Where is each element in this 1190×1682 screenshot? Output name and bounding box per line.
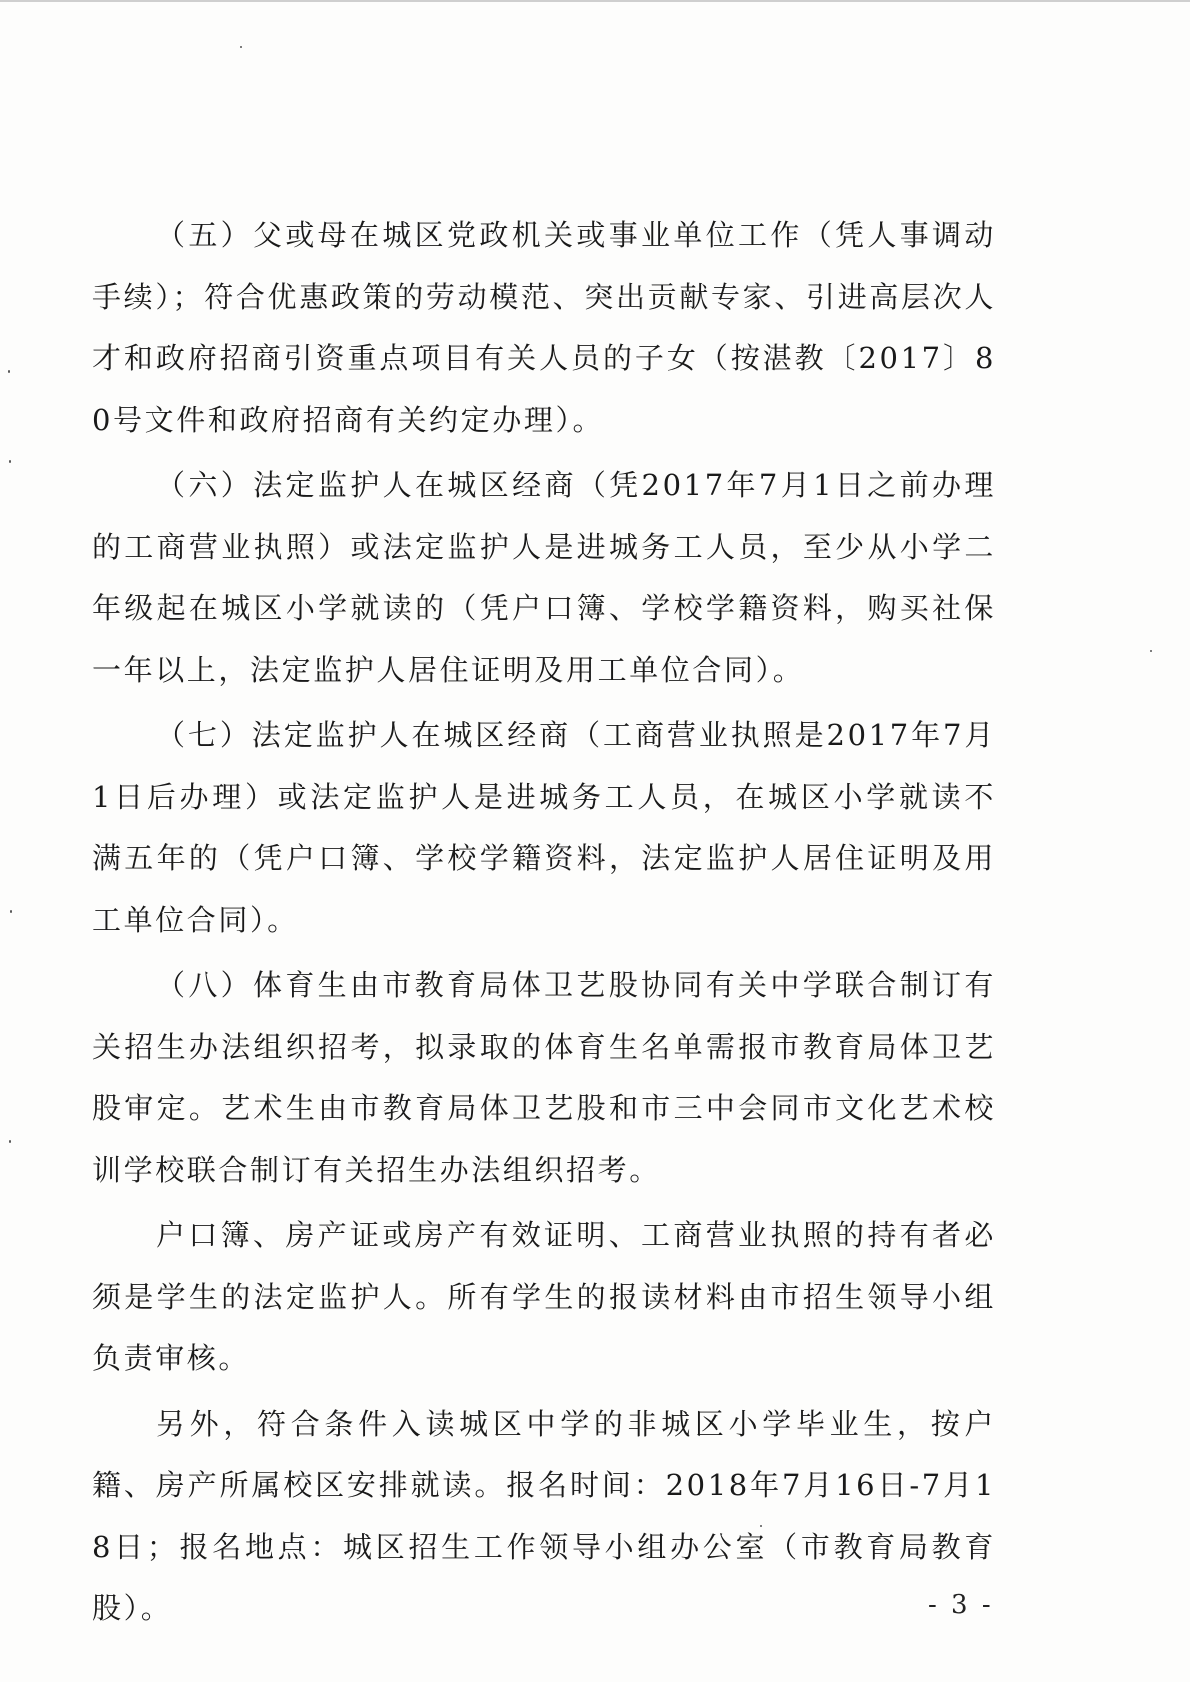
paragraph-item-7: （七）法定监护人在城区经商（工商营业执照是2017年7月1日后办理）或法定监护人是进城务工人员，在城区小学就读不满五年的（凭户口簿、学校学籍资料，法定监护人居住证明及用工单位合同）。: [92, 718, 996, 937]
paragraph-registration-info: 另外，符合条件入读城区中学的非城区小学毕业生，按户籍、房产所属校区安排就读。报名时间：2018年7月16日-7月18日；报名地点：城区招生工作领导小组办公室（市教育局教育股）。: [92, 1406, 996, 1625]
scan-top-edge: [0, 0, 1190, 2]
scan-speck: [760, 1525, 762, 1527]
scan-speck: [8, 370, 10, 373]
paragraph-item-6: （六）法定监护人在城区经商（凭2017年7月1日之前办理的工商营业执照）或法定监护人是进城务工人员，至少从小学二年级起在城区小学就读的（凭户口簿、学校学籍资料，购买社保一年以上，法定监护人居住证明及用工单位合同）。: [92, 468, 996, 687]
paragraph-holder-requirement: 户口簿、房产证或房产有效证明、工商营业执照的持有者必须是学生的法定监护人。所有学生的报读材料由市招生领导小组负责审核。: [92, 1218, 996, 1375]
paragraph-item-5: （五）父或母在城区党政机关或事业单位工作（凭人事调动手续）；符合优惠政策的劳动模范、突出贡献专家、引进高层次人才和政府招商引资重点项目有关人员的子女（按湛教〔2017〕80号文件和政府招商有关约定办理）。: [92, 218, 996, 437]
scan-speck: [9, 1140, 11, 1143]
scan-speck: [240, 46, 242, 48]
scan-speck: [9, 460, 11, 463]
page-number: - 3 -: [928, 1590, 994, 1620]
paragraph-item-8: （八）体育生由市教育局体卫艺股协同有关中学联合制订有关招生办法组织招考，拟录取的体育生名单需报市教育局体卫艺股审定。艺术生由市教育局体卫艺股和市三中会同市文化艺术校训学校联合制订有关招生办法组织招考。: [92, 968, 996, 1187]
scan-speck: [1150, 650, 1152, 652]
document-body: [92, 205, 996, 1644]
scan-speck: [10, 910, 12, 913]
